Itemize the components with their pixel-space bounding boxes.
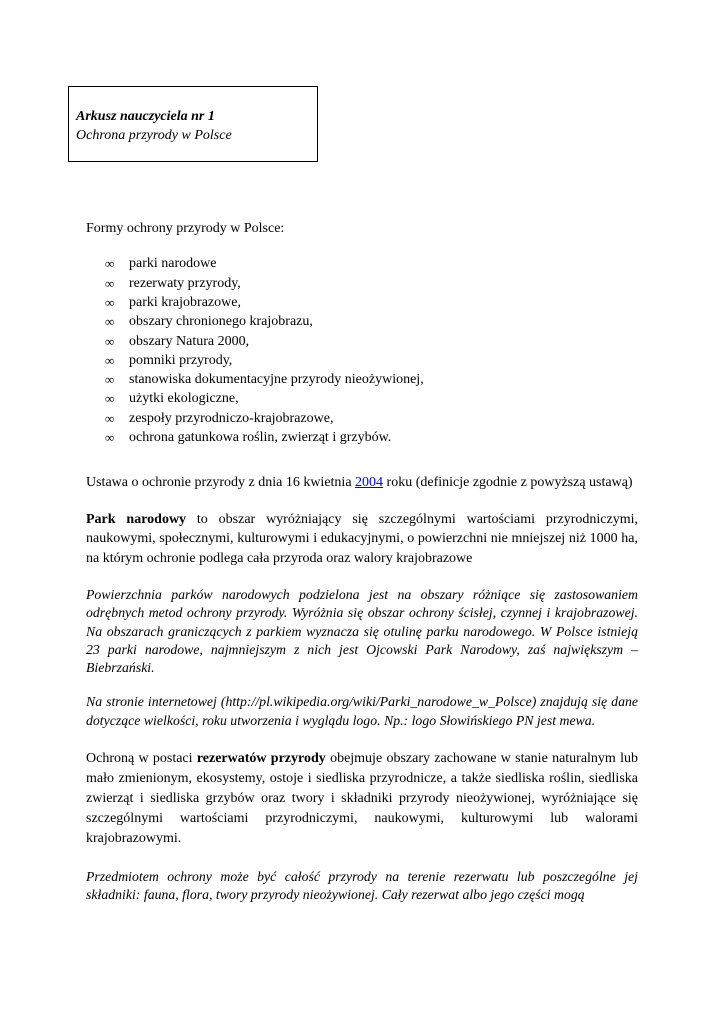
list-item-label: użytki ekologiczne, [129, 391, 239, 407]
list-item [105, 332, 638, 351]
list-item-label: rezerwaty przyrody, [129, 275, 241, 291]
list-item-label: obszary Natura 2000, [129, 333, 250, 349]
forms-list [86, 254, 638, 447]
document-body [86, 219, 638, 905]
infinity-bullet-icon: ∞ [105, 410, 115, 426]
list-item [105, 274, 638, 293]
infinity-bullet-icon: ∞ [105, 275, 115, 291]
list-item [105, 293, 638, 312]
law-text-before: Ustawa o ochronie przyrody z dnia 16 kwietnia [86, 475, 356, 491]
list-item-label: obszary chronionego krajobrazu, [129, 314, 313, 330]
list-item-label: ochrona gatunkowa roślin, zwierząt i grzybów. [129, 430, 392, 446]
infinity-bullet-icon: ∞ [105, 333, 115, 349]
list-item-label: pomniki przyrody, [129, 352, 233, 368]
list-item-label: zespoły przyrodniczo-krajobrazowe, [129, 410, 334, 426]
worksheet-title: Arkusz nauczyciela nr 1 [76, 109, 215, 124]
worksheet-subtitle: Ochrona przyrody w Polsce [76, 128, 232, 143]
list-item-label: stanowiska dokumentacyjne przyrody nieożywionej, [129, 372, 424, 388]
reserve-text-before: Ochroną w postaci [86, 751, 197, 767]
reserve-subject-paragraph: Przedmiotem ochrony może być całość przyrody na terenie rezerwatu lub poszczególne jej składniki: fauna, flora, twory przyrody nieożywionej. Cały rezerwat albo jego części mogą [86, 869, 638, 903]
reserve-term: rezerwatów przyrody [196, 751, 326, 767]
list-item [105, 428, 638, 447]
infinity-bullet-icon: ∞ [105, 256, 115, 272]
list-item-label: parki narodowe [129, 256, 217, 272]
list-item-label: parki krajobrazowe, [129, 295, 241, 310]
law-text-after: roku (definicje zgodnie z powyższą ustawą) [383, 475, 633, 491]
national-park-term: Park narodowy [86, 511, 187, 527]
list-item [105, 312, 638, 331]
law-paragraph [86, 473, 638, 492]
national-park-definition [86, 510, 638, 568]
infinity-bullet-icon: ∞ [105, 295, 115, 310]
reserve-text-after: obejmuje obszary zachowane w stanie naturalnym lub mało zmienionym, ekosystemy, ostoje i siedliska przyrodnicze, a także siedliska roślin, siedliska zwierząt i siedliska grzybów oraz twory i składniki przyrody nieożywionej, wyróżniające się szczególnymi wartościami przyrodniczymi, naukowymi, kulturowymi lub walorami krajobrazowymi. [86, 751, 638, 847]
parks-division-paragraph: Powierzchnia parków narodowych podzielona jest na obszary różniące się zastosowaniem odrębnych metod ochrony przyrody. Wyróżnia się obszar ochrony ścisłej, czynnej i krajobrazowej. Na obszarach graniczących z parkiem wyznacza się otulinę parku narodowego. W Polsce istnieją 23 parki narodowe, najmniejszym z nich jest Ojcowski Park Narodowy, zaś największym – Biebrzański. [86, 587, 638, 676]
infinity-bullet-icon: ∞ [105, 352, 115, 368]
list-item [105, 409, 638, 428]
forms-intro: Formy ochrony przyrody w Polsce: [86, 221, 285, 236]
list-item [105, 370, 638, 389]
infinity-bullet-icon: ∞ [105, 314, 115, 330]
list-item [105, 254, 638, 273]
list-item [105, 389, 638, 408]
wikipedia-note-paragraph: Na stronie internetowej (http://pl.wikipedia.org/wiki/Parki_narodowe_w_Polsce) znajdują się dane dotyczące wielkości, roku utworzenia i wyglądu logo. Np.: logo Słowińskiego PN jest mewa. [86, 694, 638, 728]
national-park-text: to obszar wyróżniający się szczególnymi wartościami przyrodniczymi, naukowymi, społecznymi, kulturowymi i edukacyjnymi, o powierzchni nie mniejszej niż 1000 ha, na którym ochronie podlega cała przyroda oraz walory krajobrazowe [86, 511, 638, 566]
reserve-definition [86, 749, 638, 849]
header-box [68, 86, 318, 162]
infinity-bullet-icon: ∞ [105, 430, 115, 446]
infinity-bullet-icon: ∞ [105, 372, 115, 388]
infinity-bullet-icon: ∞ [105, 391, 115, 407]
year-2004-link[interactable]: 2004 [355, 475, 384, 491]
list-item [105, 351, 638, 370]
